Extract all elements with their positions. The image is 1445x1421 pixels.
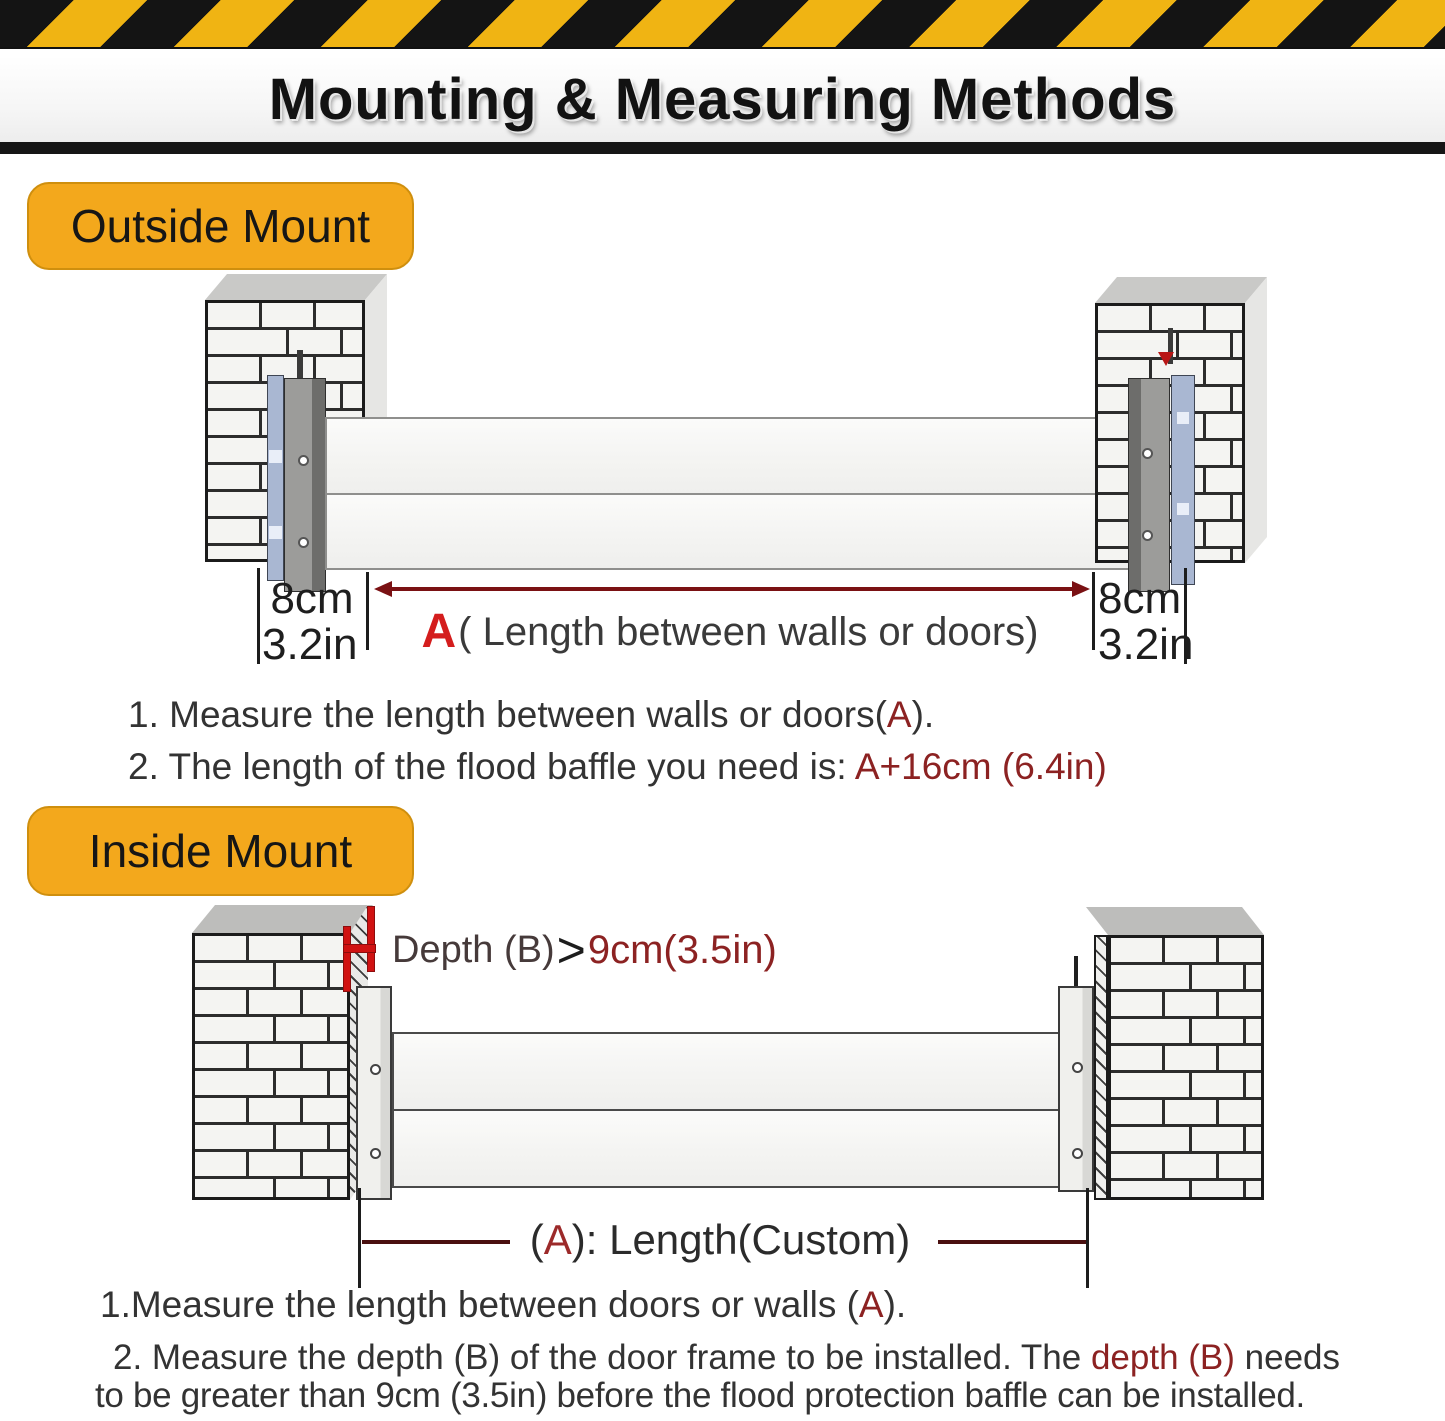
screw-hole bbox=[1142, 530, 1153, 541]
offset-label-cm: 8cm bbox=[1098, 574, 1182, 623]
inside-step-1: 1.Measure the length between doors or walls (A). bbox=[100, 1284, 907, 1325]
brick-pillar-top bbox=[205, 274, 387, 300]
hazard-stripe-band bbox=[0, 0, 1445, 49]
mounting-channel-left bbox=[356, 986, 392, 1200]
mounting-channel-right bbox=[1128, 378, 1170, 592]
offset-label-in: 3.2in bbox=[262, 620, 358, 669]
depth-label: Depth (B) > 9cm(3.5in) bbox=[392, 922, 777, 978]
brick-pillar-top bbox=[1095, 277, 1267, 303]
outside-step-1: 1. Measure the length between walls or doors(A). bbox=[128, 694, 935, 735]
screw-hole bbox=[370, 1148, 381, 1159]
outside-step-2: 2. The length of the flood baffle you need is: A+16cm (6.4in) bbox=[128, 746, 1107, 787]
anchor-arrow-icon bbox=[1158, 352, 1174, 366]
brick-pillar-side bbox=[1245, 277, 1267, 563]
dimension-tick bbox=[1092, 572, 1095, 650]
dimension-line bbox=[362, 1240, 510, 1244]
dimension-tick bbox=[1086, 1188, 1089, 1288]
seal-tab bbox=[269, 450, 282, 463]
banner-divider bbox=[0, 142, 1445, 154]
flood-barrier-panel bbox=[392, 1109, 1062, 1188]
span-label-a: A bbox=[421, 605, 457, 658]
inside-mount-badge bbox=[27, 806, 414, 896]
screw-hole bbox=[370, 1064, 381, 1075]
dimension-arrow bbox=[374, 581, 1090, 597]
outside-mount-badge bbox=[27, 182, 414, 270]
screw-hole bbox=[298, 537, 309, 548]
anchor-bolt bbox=[1074, 956, 1078, 988]
arrow-right-icon bbox=[1072, 581, 1090, 597]
brick-pillar-side bbox=[1094, 935, 1108, 1200]
seal-tab bbox=[1177, 412, 1189, 424]
inside-step-2-line2: to be greater than 9cm (3.5in) before the flood protection baffle can be installed. bbox=[95, 1376, 1305, 1415]
dimension-tick bbox=[366, 572, 369, 650]
flood-barrier-panel bbox=[392, 1032, 1062, 1111]
brick-pillar-top bbox=[1086, 907, 1264, 935]
inside-step-2: 2. Measure the depth (B) of the door frame to be installed. The depth (B) needs bbox=[113, 1338, 1341, 1377]
page-title: Mounting & Measuring Methods bbox=[268, 66, 1177, 132]
inside-mount-badge-label: Inside Mount bbox=[88, 825, 353, 877]
flood-barrier-panel bbox=[325, 493, 1132, 570]
depth-marker-icon bbox=[343, 944, 376, 953]
screw-hole bbox=[1142, 448, 1153, 459]
brick-pillar-left bbox=[192, 933, 350, 1200]
dimension-tick bbox=[358, 1188, 361, 1288]
depth-marker-icon bbox=[343, 926, 351, 992]
seal-tab bbox=[1177, 503, 1189, 515]
seal-strip bbox=[1171, 375, 1195, 585]
brick-pillar-right bbox=[1108, 935, 1264, 1200]
screw-hole bbox=[1072, 1148, 1083, 1159]
depth-marker-icon bbox=[367, 906, 375, 972]
length-label: (A): Length(Custom) bbox=[529, 1216, 911, 1263]
offset-label-cm: 8cm bbox=[270, 574, 354, 623]
dimension-line bbox=[938, 1240, 1086, 1244]
span-label-rest: ( Length between walls or doors) bbox=[458, 610, 1039, 654]
flood-barrier-panel bbox=[325, 417, 1132, 495]
mounting-channel-left bbox=[284, 378, 326, 592]
mounting-channel-right bbox=[1058, 986, 1094, 1192]
outside-mount-badge-label: Outside Mount bbox=[70, 200, 371, 252]
screw-hole bbox=[1072, 1062, 1083, 1073]
title-band bbox=[0, 56, 1445, 142]
span-label bbox=[380, 604, 1080, 659]
arrow-left-icon bbox=[374, 581, 392, 597]
offset-label-in: 3.2in bbox=[1098, 620, 1194, 669]
seal-tab bbox=[269, 526, 282, 539]
seal-strip bbox=[267, 375, 284, 581]
screw-hole bbox=[298, 455, 309, 466]
